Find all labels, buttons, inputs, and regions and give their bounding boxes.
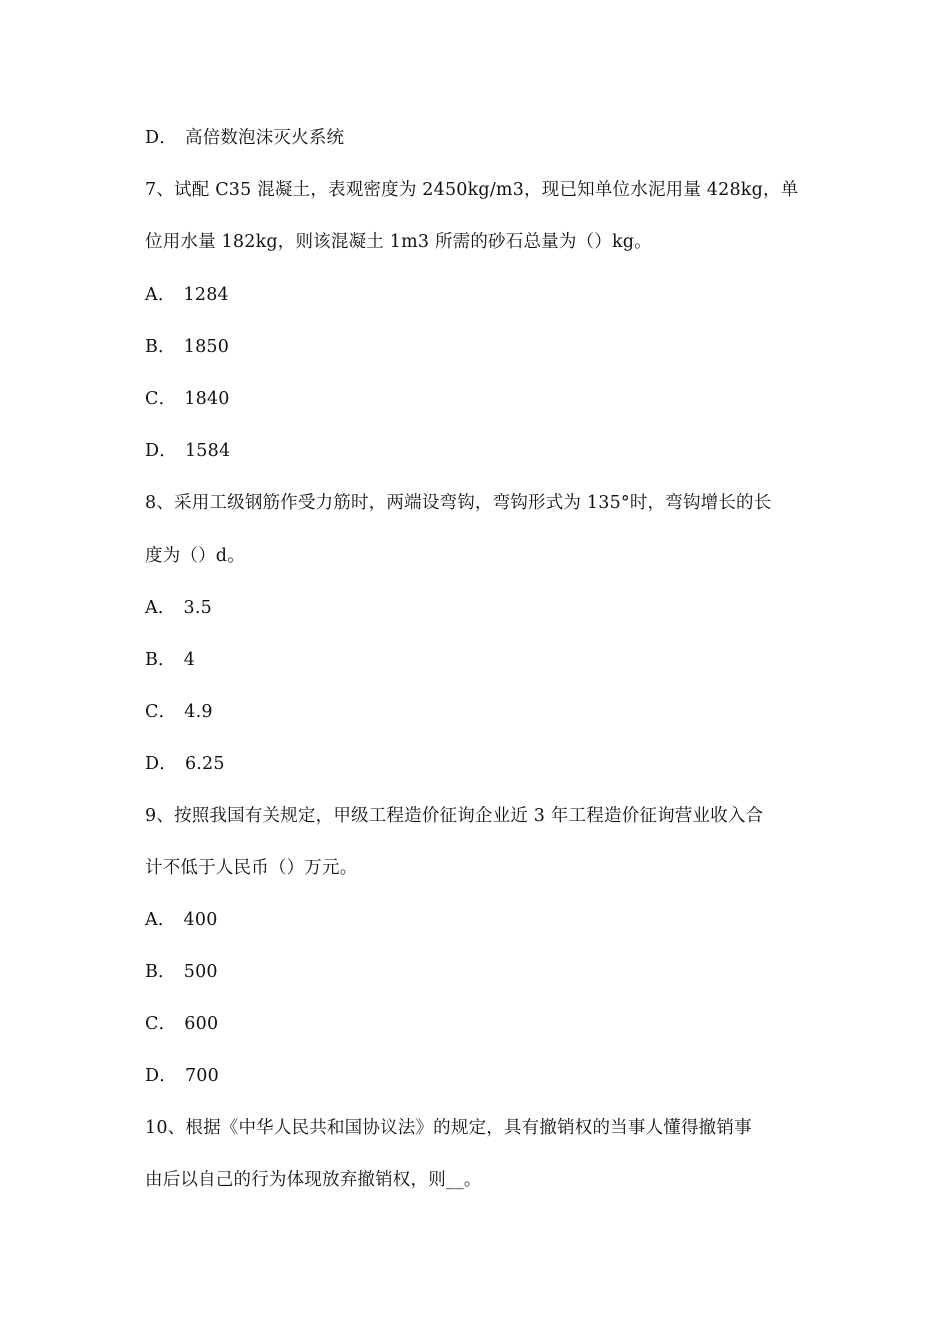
question-line: 9、按照我国有关规定，甲级工程造价征询企业近 3 年工程造价征询营业收入合: [145, 806, 764, 826]
option-letter: D．: [145, 754, 177, 774]
question-line: 7、试配 C35 混凝土，表观密度为 2450kg/m3，现已知单位水泥用量 428kg，单: [145, 180, 799, 200]
option-line: [145, 439, 810, 463]
option-letter: B．: [145, 337, 176, 357]
option-text: 4: [183, 650, 196, 670]
option-text: 700: [184, 1066, 219, 1086]
question-line: 8、采用工级钢筋作受力筋时，两端设弯钩，弯钩形式为 135°时，弯钩增长的长: [145, 493, 772, 513]
option-text: 500: [183, 962, 218, 982]
question-line: 计不低于人民币（）万元。: [145, 858, 358, 878]
question-line: 位用水量 182kg，则该混凝土 1m3 所需的砂石总量为（）kg。: [145, 232, 652, 252]
option-letter: D．: [145, 128, 177, 148]
option-text: 600: [184, 1014, 219, 1034]
option-line: [145, 126, 810, 150]
option-line: [145, 960, 810, 984]
option-line: [145, 752, 810, 776]
option-text: 6.25: [184, 754, 225, 774]
option-letter: A．: [145, 910, 176, 930]
option-text: 4.9: [184, 702, 213, 722]
option-text: 3.5: [183, 598, 212, 618]
option-letter: D．: [145, 441, 177, 461]
option-line: [145, 335, 810, 359]
option-letter: C．: [145, 1014, 177, 1034]
option-line: [145, 1064, 810, 1088]
option-letter: B．: [145, 650, 176, 670]
option-letter: D．: [145, 1066, 177, 1086]
option-letter: C．: [145, 702, 177, 722]
option-line: [145, 908, 810, 932]
option-line: [145, 648, 810, 672]
option-line: [145, 700, 810, 724]
option-letter: C．: [145, 389, 177, 409]
option-line: [145, 596, 810, 620]
option-line: [145, 387, 810, 411]
option-letter: A．: [145, 285, 176, 305]
question-line: 由后以自己的行为体现放弃撤销权，则__。: [145, 1170, 482, 1190]
option-text: 1850: [183, 337, 230, 357]
option-letter: A．: [145, 598, 176, 618]
option-text: 1584: [184, 441, 231, 461]
option-text: 400: [183, 910, 218, 930]
question-line: 度为（）d。: [145, 546, 245, 566]
question-line: 10、根据《中华人民共和国协议法》的规定，具有撤销权的当事人懂得撤销事: [145, 1118, 752, 1138]
option-text: 1840: [184, 389, 230, 409]
option-text: 高倍数泡沫灭火系统: [184, 128, 345, 148]
option-letter: B．: [145, 962, 176, 982]
option-text: 1284: [183, 285, 229, 305]
option-line: [145, 1012, 810, 1036]
option-line: [145, 283, 810, 307]
